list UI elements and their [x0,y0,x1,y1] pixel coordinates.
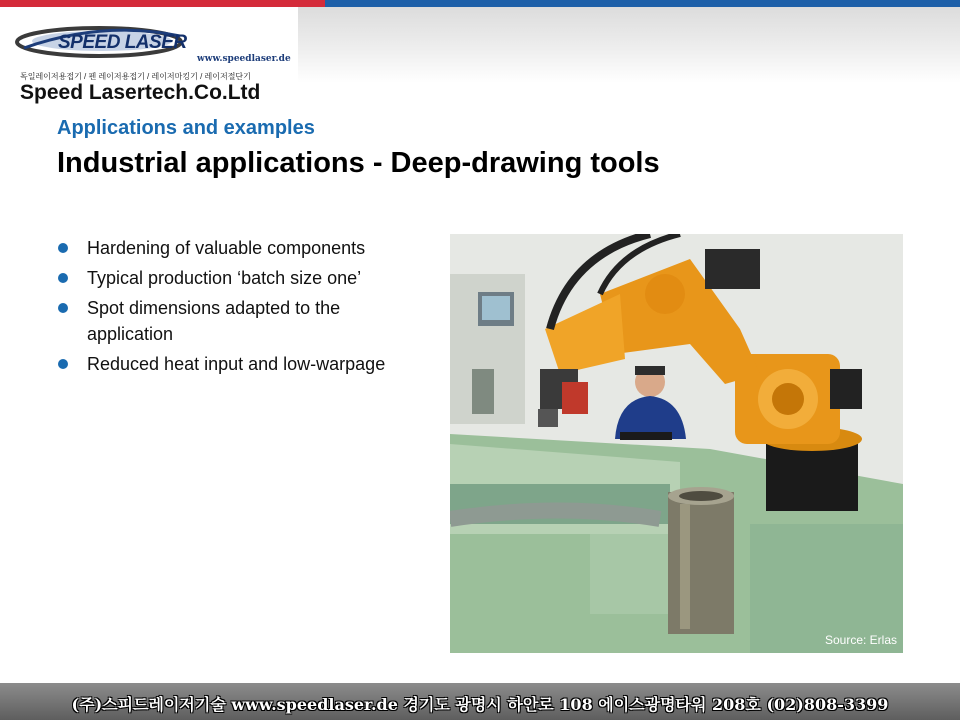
bullet-text: Typical production ‘batch size one’ [87,268,362,288]
top-accent-bar [0,0,960,7]
logo-product-line: 독일레이저용접기 / 펜 레이저용접기 / 레이저마킹기 / 레이저절단기 [20,72,251,81]
bullet-dot-icon [58,243,68,253]
bullet-list [57,235,427,381]
bullet-dot-icon [58,303,68,313]
bullet-item [57,265,427,291]
company-logo [14,14,289,106]
footer-bar [0,683,960,720]
bullet-item [57,235,427,261]
top-bar-red [0,0,325,7]
bullet-text: Reduced heat input and low-warpage [87,354,386,374]
bullet-dot-icon [58,273,68,283]
bullet-dot-icon [58,359,68,369]
bullet-text: Spot dimensions adapted to the application [87,298,341,344]
logo-company-name: Speed Lasertech.Co.Ltd [20,81,261,104]
bullet-item [57,351,387,377]
bullet-text: Hardening of valuable components [87,238,366,258]
bullet-item [57,295,387,347]
logo-brand-text: SPEED LASER [58,32,187,53]
photo-source-caption: Source: Erlas [824,633,897,647]
logo-url: www.speedlaser.de [197,54,291,64]
slide-title: Industrial applications - Deep-drawing tools [57,147,660,179]
top-bar-blue [325,0,960,7]
slide-subtitle: Applications and examples [57,117,315,139]
header-gradient-band [298,7,960,83]
footer-contact-text: (주)스피드레이저기술 www.speedlaser.de 경기도 광명시 하안로 108 에이스광명타워 208호 (02)808-3399 [71,695,889,714]
robot-cell-illustration [450,234,903,653]
robot-hardening-photo [450,234,903,653]
